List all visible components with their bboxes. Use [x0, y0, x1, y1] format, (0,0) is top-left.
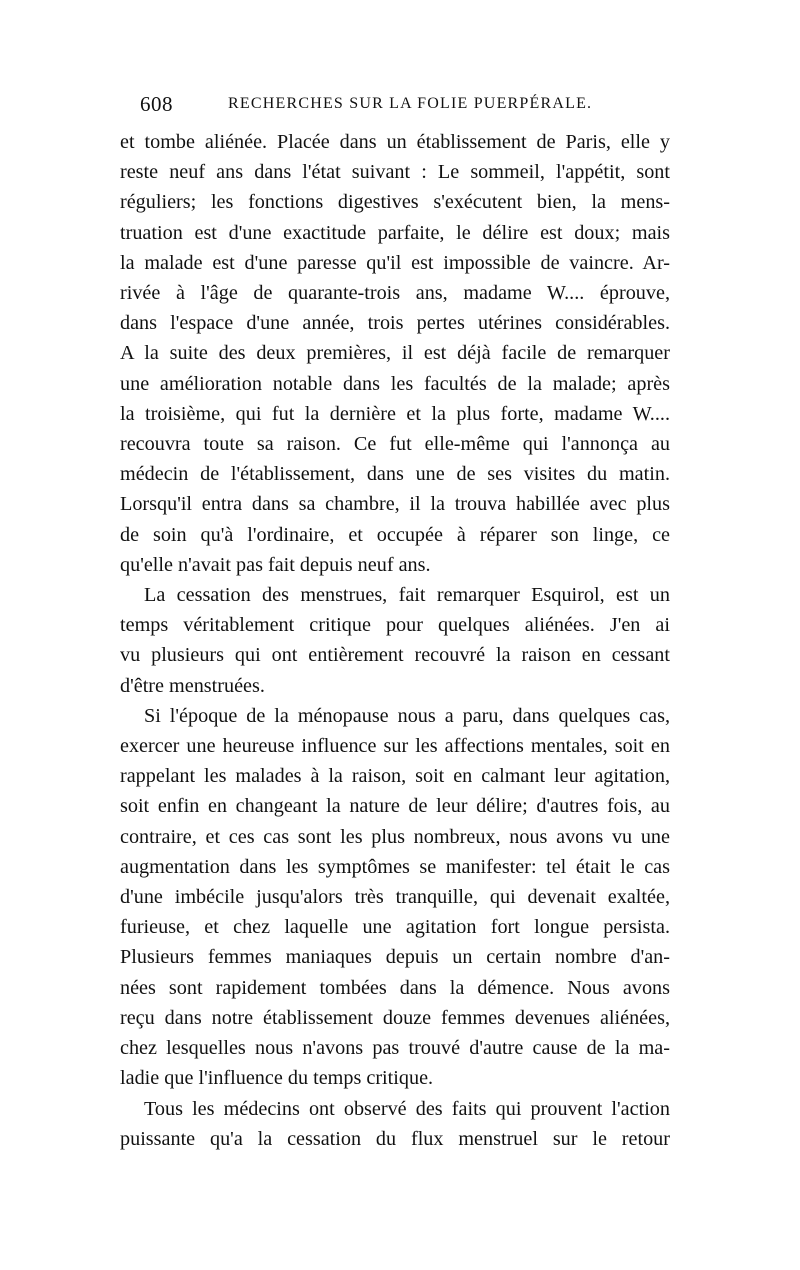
text-line: la troisième, qui fut la dernière et la plus forte, madame W....	[120, 402, 670, 425]
text-line: reste neuf ans dans l'état suivant : Le sommeil, l'appétit, sont	[120, 161, 670, 184]
paragraph	[120, 701, 670, 1094]
paragraph	[120, 1094, 670, 1154]
text-line: exercer une heureuse influence sur les affections mentales, soit en	[120, 735, 670, 758]
text-line: d'être menstruées.	[120, 674, 265, 697]
page-header	[140, 92, 670, 118]
text-line: Si l'époque de la ménopause nous a paru, dans quelques cas,	[144, 704, 670, 727]
text-line: ladie que l'influence du temps critique.	[120, 1067, 434, 1090]
text-line: une amélioration notable dans les facultés de la malade; après	[120, 372, 670, 395]
paragraph	[120, 127, 670, 580]
text-line: vu plusieurs qui ont entièrement recouvré la raison en cessant	[120, 644, 670, 667]
text-line: nées sont rapidement tombées dans la démence. Nous avons	[120, 976, 670, 999]
text-line: d'une imbécile jusqu'alors très tranquille, qui devenait exaltée,	[120, 886, 670, 909]
text-line: augmentation dans les symptômes se manifester: tel était le cas	[120, 855, 670, 878]
text-line: contraire, et ces cas sont les plus nombreux, nous avons vu une	[120, 825, 670, 848]
text-line: A la suite des deux premières, il est déjà facile de remarquer	[120, 342, 670, 365]
text-line: dans l'espace d'une année, trois pertes utérines considérables.	[120, 312, 670, 335]
text-line: truation est d'une exactitude parfaite, le délire est doux; mais	[120, 221, 670, 244]
text-line: Tous les médecins ont observé des faits qui prouvent l'action	[144, 1097, 670, 1120]
text-line: et tombe aliénée. Placée dans un établissement de Paris, elle y	[120, 131, 670, 153]
text-line: médecin de l'établissement, dans une de ses visites du matin.	[120, 463, 670, 486]
text-line: Plusieurs femmes maniaques depuis un certain nombre d'an-	[120, 946, 670, 969]
text-line: rivée à l'âge de quarante-trois ans, madame W.... éprouve,	[120, 282, 670, 305]
text-line: qu'elle n'avait pas fait depuis neuf ans.	[120, 553, 431, 576]
text-line: rappelant les malades à la raison, soit en calmant leur agitation,	[120, 765, 670, 788]
text-line: Lorsqu'il entra dans sa chambre, il la trouva habillée avec plus	[120, 493, 670, 516]
text-line: de soin qu'à l'ordinaire, et occupée à réparer son linge, ce	[120, 523, 670, 546]
page-number: 608	[140, 92, 173, 116]
text-line: La cessation des menstrues, fait remarquer Esquirol, est un	[144, 584, 670, 607]
body-text	[120, 127, 670, 1154]
running-title: RECHERCHES SUR LA FOLIE PUERPÉRALE.	[228, 95, 593, 112]
text-line: chez lesquelles nous n'avons pas trouvé d'autre cause de la ma-	[120, 1037, 670, 1060]
text-line: recouvra toute sa raison. Ce fut elle-même qui l'annonça au	[120, 433, 670, 456]
text-line: puissante qu'a la cessation du flux menstruel sur le retour	[120, 1127, 670, 1150]
text-line: soit enfin en changeant la nature de leur délire; d'autres fois, au	[120, 795, 670, 818]
text-line: furieuse, et chez laquelle une agitation fort longue persista.	[120, 916, 670, 939]
text-line: la malade est d'une paresse qu'il est impossible de vaincre. Ar-	[120, 251, 670, 274]
paragraph	[120, 580, 670, 701]
text-line: réguliers; les fonctions digestives s'exécutent bien, la mens-	[120, 191, 670, 214]
text-line: temps véritablement critique pour quelques aliénées. J'en ai	[120, 614, 670, 637]
text-line: reçu dans notre établissement douze femmes devenues aliénées,	[120, 1006, 670, 1029]
